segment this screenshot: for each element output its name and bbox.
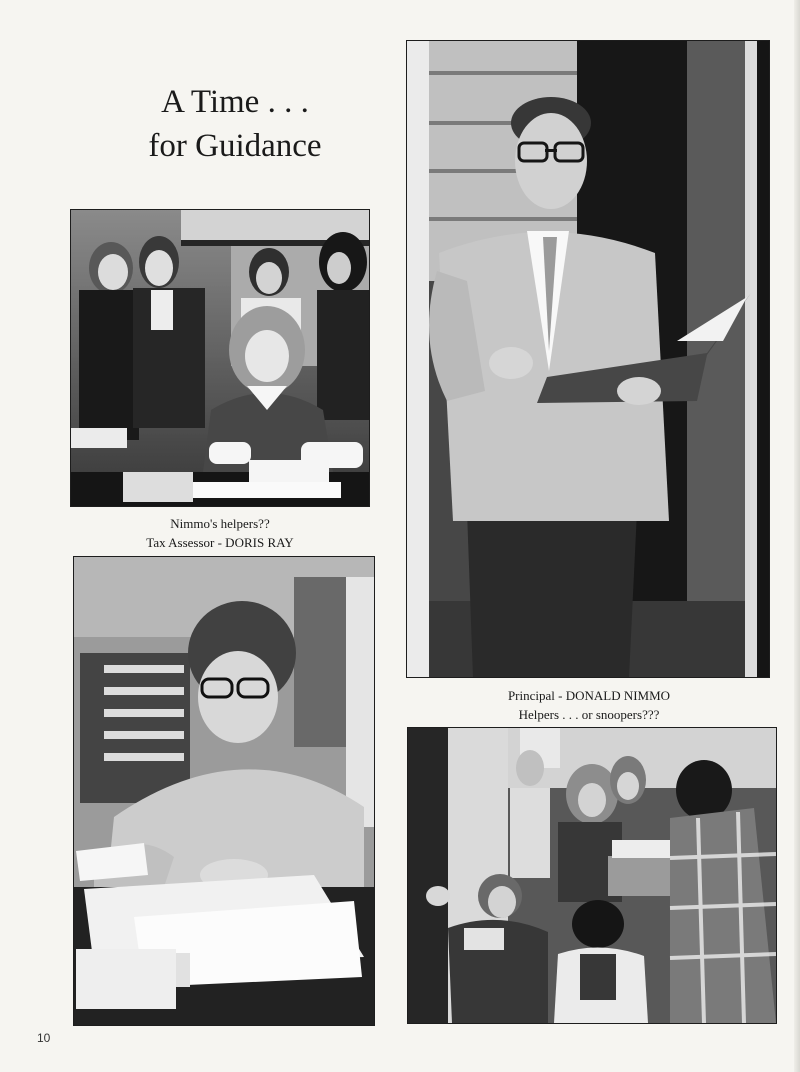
- caption-left: [70, 514, 370, 552]
- caption-right-line-2: Helpers . . . or snoopers???: [518, 707, 660, 722]
- caption-left-line-1: Nimmo's helpers??: [170, 516, 270, 531]
- page-title: [110, 80, 360, 168]
- photo-woman-at-desk-with-papers: [73, 556, 375, 1026]
- title-line-2: for Guidance: [148, 128, 322, 164]
- page-edge: [794, 0, 800, 1072]
- caption-right-line-1: Principal - DONALD NIMMO: [507, 688, 671, 703]
- caption-right: [406, 686, 772, 724]
- photo-principal-with-clipboard: [406, 40, 770, 678]
- photo-students-at-office-desk: [70, 209, 370, 507]
- title-line-1: A Time . . .: [161, 84, 309, 120]
- caption-left-line-2: Tax Assessor - DORIS RAY: [146, 535, 294, 550]
- photo-students-at-file-drawer: [407, 727, 777, 1024]
- page-number: 10: [37, 1031, 51, 1045]
